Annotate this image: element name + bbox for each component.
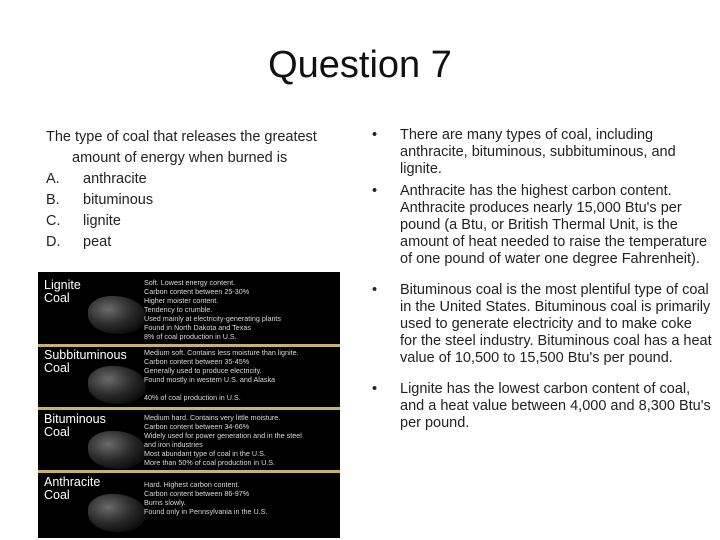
coal-name: Subbituminous Coal bbox=[44, 348, 127, 375]
bullet-text: Bituminous coal is the most plentiful type of coal in the United States. Bituminous coal is primarily used to generate electricity and to make coke for the steel industry. Bituminous coal has a heat value of 10,500 to 15,500 Btu's per pound. bbox=[400, 281, 712, 367]
coal-name: Lignite Coal bbox=[44, 278, 81, 305]
coal-info: Medium hard. Contains very little moisture. Carbon content between 34-66% Widely used for power generation and in the steel and iron industries Most abundant type of coal in the U.S. More than 50% of coal production in U.S. bbox=[144, 413, 302, 467]
option-d bbox=[46, 232, 336, 253]
bullet-icon: • bbox=[372, 182, 378, 199]
coal-info: Soft. Lowest energy content. Carbon content between 25-30% Higher moister content. Tendency to crumble. Used mainly at electricity-generating plants Found in North Dakota and Texas 8% of coal production in U.S. bbox=[144, 278, 282, 341]
coal-name: Anthracite Coal bbox=[44, 475, 101, 502]
slide-title: Question 7 bbox=[268, 44, 452, 86]
anthracite-panel bbox=[38, 474, 340, 538]
bullet-icon: • bbox=[372, 127, 378, 143]
lignite-panel bbox=[38, 272, 340, 340]
divider bbox=[38, 407, 340, 410]
bullet-icon: • bbox=[372, 281, 378, 298]
option-letter: C. bbox=[46, 213, 61, 229]
option-c bbox=[46, 211, 336, 232]
coal-lump-image bbox=[88, 296, 146, 334]
option-text: bituminous bbox=[83, 192, 154, 208]
bullet-text: Lignite has the lowest carbon content of coal, and a heat value between 4,000 and 8,300 Btu's per pound. bbox=[400, 380, 711, 432]
bullet-item bbox=[372, 282, 712, 368]
coal-lump-image bbox=[88, 366, 146, 404]
subbituminous-panel bbox=[38, 348, 340, 408]
option-text: peat bbox=[83, 234, 112, 250]
question-stem: The type of coal that releases the greatest amount of energy when burned is bbox=[46, 129, 317, 166]
coal-info: Hard. Highest carbon content. Carbon content between 86-97% Burns slowly. Found only in Pennsylvania in the U.S. bbox=[144, 480, 268, 516]
coal-info: Medium soft. Contains less moisture than lignite. Carbon content between 35-45% Generally used to produce electricity. Found mostly in western U.S. and Alaska 40% of coal production in U.S. bbox=[144, 348, 299, 402]
bullet-text: There are many types of coal, including anthracite, bituminous, subbituminous, and lignite. bbox=[400, 127, 676, 178]
option-a bbox=[46, 169, 336, 190]
explanation-bullets bbox=[372, 127, 712, 432]
bullet-text: Anthracite has the highest carbon content. Anthracite produces nearly 15,000 Btu's per pound (a Btu, or British Thermal Unit, is the amount of heat needed to raise the temperature of one pound of water one degree Fahrenheit). bbox=[400, 182, 708, 268]
option-b bbox=[46, 190, 336, 211]
option-text: lignite bbox=[83, 213, 121, 229]
option-text: anthracite bbox=[83, 171, 147, 187]
option-letter: D. bbox=[46, 234, 61, 250]
divider bbox=[38, 470, 340, 473]
bullet-item bbox=[372, 381, 712, 433]
bullet-icon: • bbox=[372, 380, 378, 397]
coal-lump-image bbox=[88, 494, 146, 532]
bituminous-panel bbox=[38, 411, 340, 471]
coal-name: Bituminous Coal bbox=[44, 412, 106, 439]
coal-types-infographic bbox=[38, 272, 340, 538]
bullet-item bbox=[372, 183, 712, 269]
option-letter: B. bbox=[46, 192, 60, 208]
option-letter: A. bbox=[46, 171, 60, 187]
coal-lump-image bbox=[88, 431, 146, 469]
bullet-item bbox=[372, 127, 712, 179]
divider bbox=[38, 344, 340, 347]
question-block bbox=[46, 127, 336, 253]
